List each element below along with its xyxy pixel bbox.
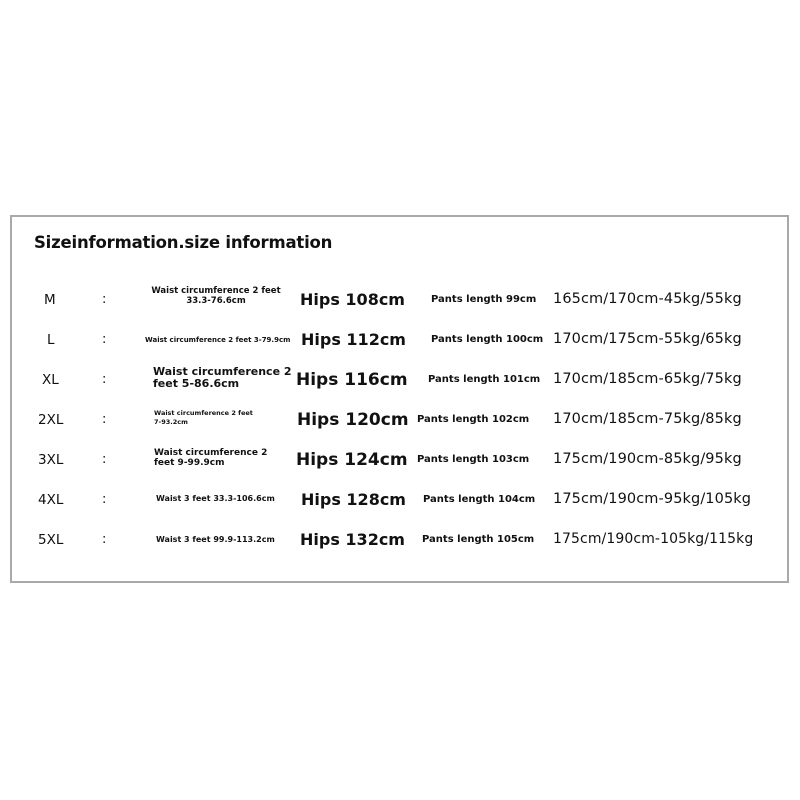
size-label: 2XL: [38, 412, 64, 428]
height-weight-range: 170cm/185cm-65kg/75kg: [553, 371, 742, 387]
hips-measure: Hips 116cm: [296, 370, 408, 390]
size-label: 3XL: [38, 452, 64, 468]
size-row-m: [12, 280, 787, 320]
waist-measure: [156, 494, 275, 504]
waist-line-1: Waist circumference 2: [153, 365, 292, 378]
size-label: XL: [42, 372, 59, 388]
separator-colon: :: [102, 292, 107, 307]
waist-line-2: 33.3-76.6cm: [186, 296, 246, 306]
separator-colon: :: [102, 452, 107, 467]
height-weight-range: 175cm/190cm-85kg/95kg: [553, 451, 742, 467]
pants-length: Pants length 100cm: [431, 334, 544, 345]
height-weight-range: 170cm/185cm-75kg/85kg: [553, 411, 742, 427]
size-row-l: [12, 320, 787, 360]
height-weight-range: 175cm/190cm-105kg/115kg: [553, 531, 754, 547]
waist-line-2: feet 9-99.9cm: [154, 458, 225, 468]
hips-measure: Hips 112cm: [301, 330, 406, 349]
waist-measure: [154, 409, 253, 426]
waist-line-2: 7-93.2cm: [154, 417, 188, 426]
waist-line-1: Waist circumference 2 feet: [151, 286, 281, 296]
pants-length: Pants length 102cm: [417, 414, 530, 425]
pants-length: Pants length 103cm: [417, 454, 530, 465]
waist-measure: [156, 535, 275, 545]
separator-colon: :: [102, 412, 107, 427]
size-label: M: [44, 292, 56, 308]
pants-length: Pants length 99cm: [431, 294, 537, 305]
size-row-2xl: [12, 400, 787, 440]
height-weight-range: 165cm/170cm-45kg/55kg: [553, 291, 742, 307]
size-row-3xl: [12, 440, 787, 480]
size-chart-card: [10, 215, 789, 583]
size-label: 5XL: [38, 532, 64, 548]
height-weight-range: 170cm/175cm-55kg/65kg: [553, 331, 742, 347]
waist-line-1: Waist 3 feet 99.9-113.2cm: [156, 535, 275, 544]
hips-measure: Hips 120cm: [297, 410, 409, 430]
size-row-4xl: [12, 480, 787, 520]
separator-colon: :: [102, 492, 107, 507]
waist-line-1: Waist circumference 2 feet 3-79.9cm: [145, 336, 291, 344]
hips-measure: Hips 132cm: [300, 530, 405, 549]
hips-measure: Hips 124cm: [296, 450, 408, 470]
waist-line-2: feet 5-86.6cm: [153, 377, 240, 390]
pants-length: Pants length 105cm: [422, 534, 535, 545]
size-row-5xl: [12, 520, 787, 560]
hips-measure: Hips 128cm: [301, 490, 406, 509]
size-label: 4XL: [38, 492, 64, 508]
waist-line-1: Waist 3 feet 33.3-106.6cm: [156, 494, 275, 503]
separator-colon: :: [102, 332, 107, 347]
separator-colon: :: [102, 532, 107, 547]
pants-length: Pants length 101cm: [428, 374, 541, 385]
waist-measure: [145, 335, 290, 345]
hips-measure: Hips 108cm: [300, 290, 405, 309]
height-weight-range: 175cm/190cm-95kg/105kg: [553, 491, 752, 507]
pants-length: Pants length 104cm: [423, 494, 536, 505]
waist-measure: [148, 286, 284, 306]
waist-line-1: Waist circumference 2 feet: [154, 409, 253, 417]
separator-colon: :: [102, 372, 107, 387]
size-label: L: [47, 332, 55, 348]
waist-line-1: Waist circumference 2: [154, 448, 268, 458]
size-row-xl: [12, 360, 787, 400]
waist-measure: [154, 448, 267, 468]
waist-measure: [153, 366, 292, 390]
size-chart-title: Sizeinformation.size information: [34, 233, 333, 252]
